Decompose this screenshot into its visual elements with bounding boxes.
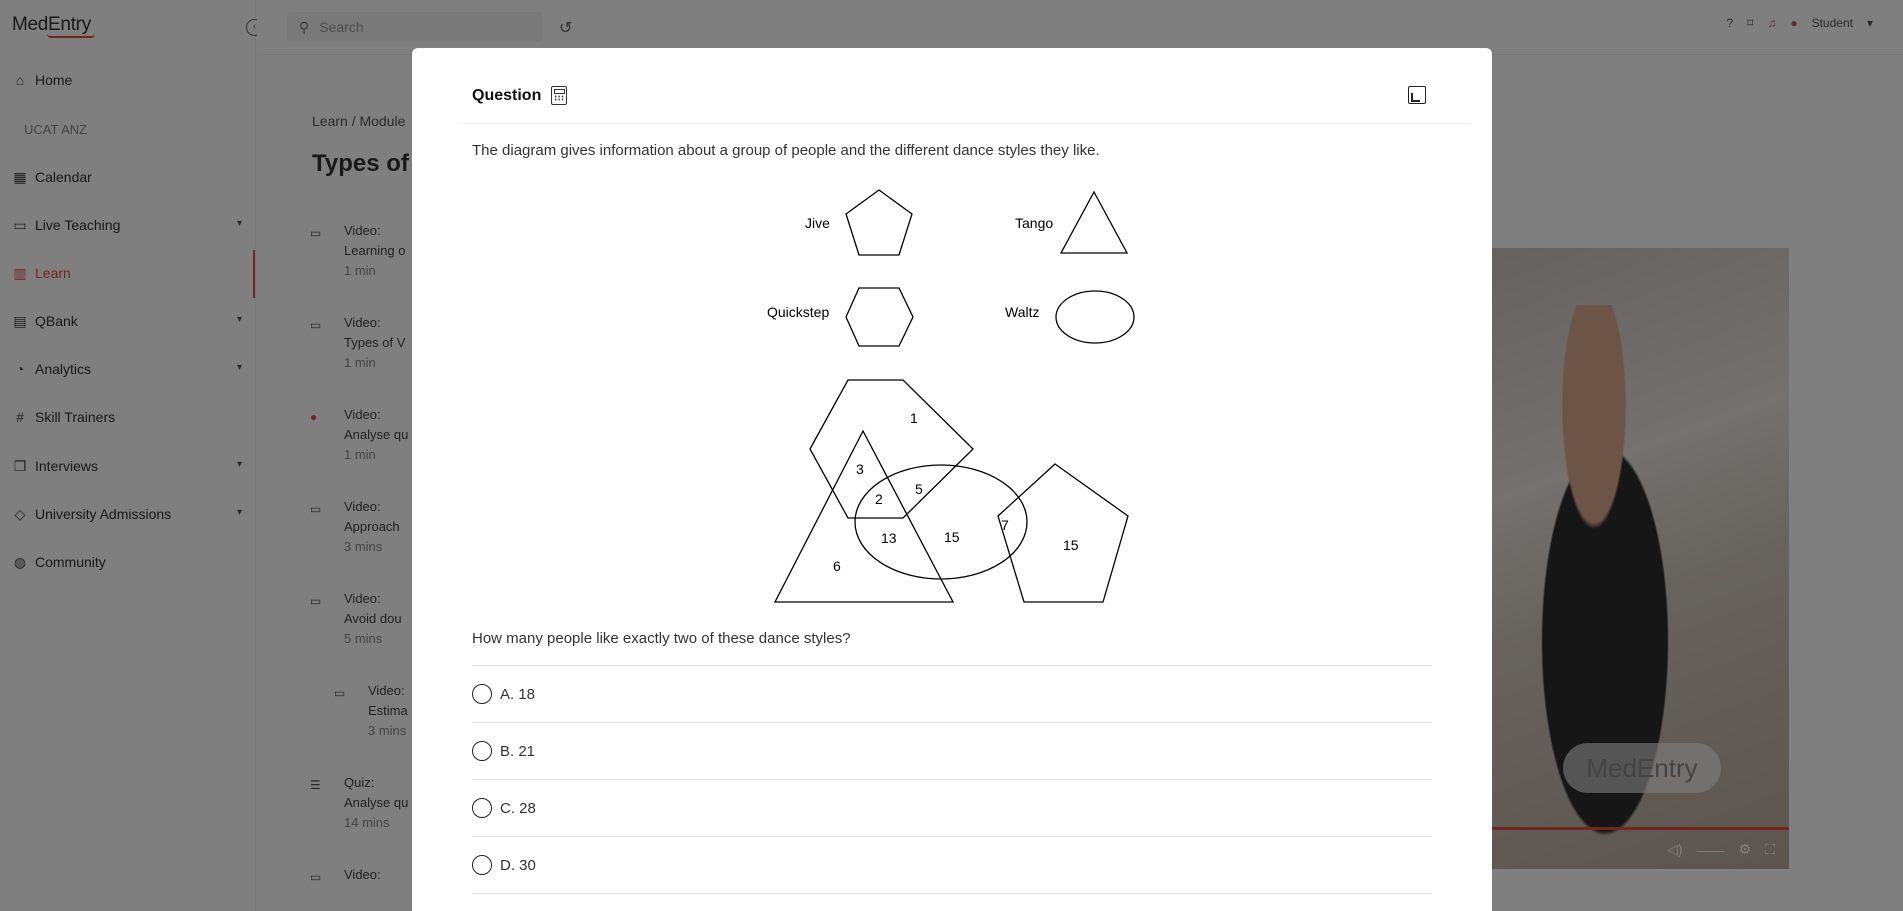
region-value: 13 xyxy=(881,530,897,546)
hexagon-shape xyxy=(846,288,913,346)
quickstep-hexagon xyxy=(810,380,973,518)
radio-button[interactable] xyxy=(472,798,492,818)
divider xyxy=(472,836,1432,837)
region-value: 3 xyxy=(856,461,864,477)
region-value: 15 xyxy=(944,529,960,545)
radio-button[interactable] xyxy=(472,855,492,875)
divider xyxy=(472,722,1432,723)
divider xyxy=(472,779,1432,780)
answer-option[interactable] xyxy=(472,855,536,875)
legend-waltz-label: Waltz xyxy=(1005,304,1040,320)
region-value: 15 xyxy=(1063,537,1079,553)
region-value: 1 xyxy=(910,410,918,426)
jive-pentagon xyxy=(998,464,1128,602)
divider xyxy=(472,893,1432,894)
option-label: B. 21 xyxy=(500,742,536,760)
legend-quickstep-label: Quickstep xyxy=(767,304,830,320)
modal-title: Question xyxy=(472,86,542,104)
question-stem: The diagram gives information about a group of people and the different dance styles they like. xyxy=(472,142,1100,159)
region-value: 7 xyxy=(1001,517,1009,533)
pentagon-shape xyxy=(846,190,912,255)
legend-tango-label: Tango xyxy=(1015,215,1054,231)
option-label: A. 18 xyxy=(500,685,536,703)
question-prompt: How many people like exactly two of these dance styles? xyxy=(472,630,851,647)
triangle-shape xyxy=(1061,192,1127,253)
region-value: 5 xyxy=(915,481,923,497)
region-value: 2 xyxy=(875,491,883,507)
legend-jive-label: Jive xyxy=(805,215,830,231)
answer-option[interactable] xyxy=(472,741,535,761)
option-label: C. 28 xyxy=(500,799,536,817)
tango-triangle xyxy=(775,431,953,602)
divider xyxy=(472,665,1432,666)
answer-option[interactable] xyxy=(472,684,535,704)
ellipse-shape xyxy=(1056,291,1134,343)
option-label: D. 30 xyxy=(500,856,536,874)
region-value: 6 xyxy=(833,558,841,574)
answer-option[interactable] xyxy=(472,798,536,818)
radio-button[interactable] xyxy=(472,684,492,704)
venn-diagram xyxy=(412,48,1492,608)
question-modal xyxy=(412,48,1492,911)
radio-button[interactable] xyxy=(472,741,492,761)
